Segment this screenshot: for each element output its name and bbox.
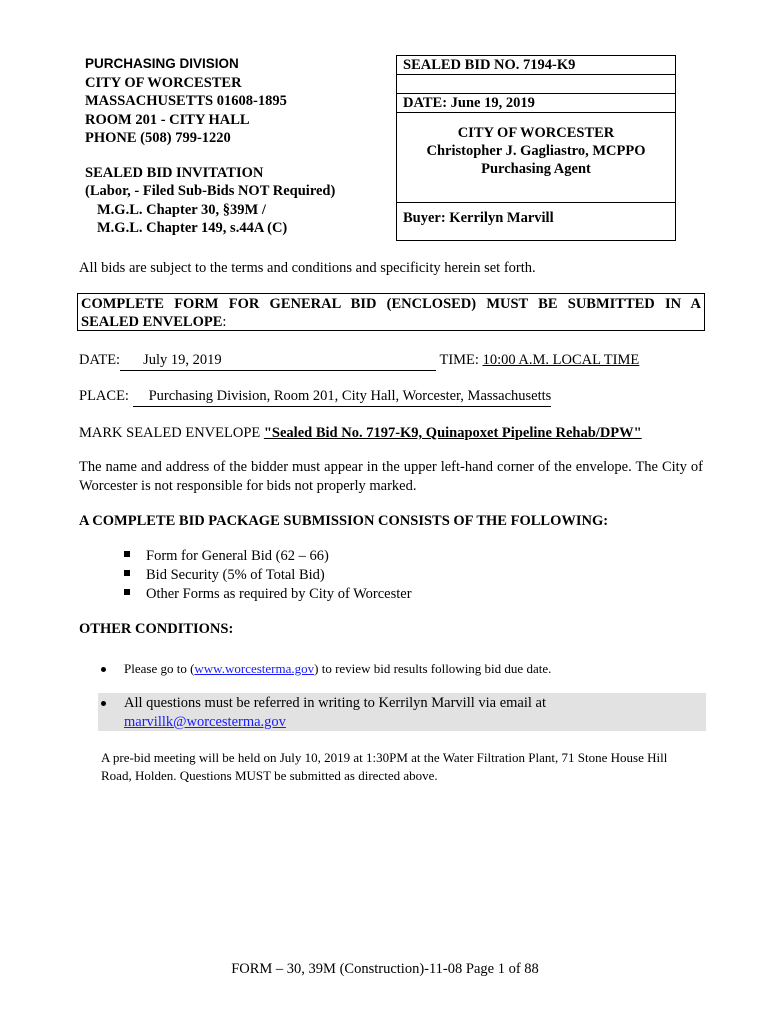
email-link[interactable]: marvillk@worcesterma.gov xyxy=(124,714,286,730)
due-date-row xyxy=(79,351,639,371)
round-bullet-icon xyxy=(101,667,106,672)
place-value: Purchasing Division, Room 201, City Hall, Worcester, Massachusetts xyxy=(133,387,552,407)
issuer-block xyxy=(85,55,385,238)
notice-line: COMPLETE FORM FOR GENERAL BID (ENCLOSED) MUST BE SUBMITTED IN A xyxy=(81,296,701,312)
time-value: 10:00 A.M. LOCAL TIME xyxy=(482,352,640,368)
condition-item: Please go to (www.worcesterma.gov) to review bid results following bid due date. xyxy=(101,660,721,678)
bid-date: DATE: June 19, 2019 xyxy=(397,94,675,113)
agent-name: Christopher J. Gagliastro, MCPPO xyxy=(426,143,646,159)
condition-item: All questions must be referred in writing to Kerrilyn Marvill via email at marvillk@worcesterma.gov xyxy=(101,694,701,732)
org-line: PHONE (508) 799-1220 xyxy=(85,130,231,146)
invite-title: SEALED BID INVITATION xyxy=(85,164,264,181)
submission-notice xyxy=(77,293,705,331)
page-footer: FORM – 30, 39M (Construction)-11-08 Page 1 of 88 xyxy=(231,961,539,977)
bid-number: SEALED BID NO. 7194-K9 xyxy=(397,56,675,75)
date-value: July 19, 2019 xyxy=(120,351,436,371)
org-line: PURCHASING DIVISION xyxy=(85,56,239,71)
intro-text: All bids are subject to the terms and conditions and specificity herein set forth. xyxy=(79,260,536,276)
bid-info-box xyxy=(396,55,676,241)
envelope-note: The name and address of the bidder must appear in the upper left-hand corner of the envelope. The City of Worcester is not responsible for bids not properly marked. xyxy=(79,459,703,494)
invite-line: M.G.L. Chapter 30, §39M / xyxy=(97,201,266,218)
org-line: CITY OF WORCESTER xyxy=(85,74,242,91)
place-label: PLACE: xyxy=(79,388,129,404)
invite-line: (Labor, - Filed Sub-Bids NOT Required) xyxy=(85,183,336,199)
package-heading: A COMPLETE BID PACKAGE SUBMISSION CONSISTS OF THE FOLLOWING: xyxy=(79,513,609,529)
list-item: Bid Security (5% of Total Bid) xyxy=(124,566,412,585)
list-item: Form for General Bid (62 – 66) xyxy=(124,547,412,566)
notice-emphasis: SEALED ENVELOPE xyxy=(81,314,223,330)
round-bullet-icon xyxy=(101,701,106,706)
org-line: ROOM 201 - CITY HALL xyxy=(85,111,250,128)
blank-row xyxy=(397,75,675,94)
conditions-heading: OTHER CONDITIONS: xyxy=(79,621,234,637)
list-item: Other Forms as required by City of Worcester xyxy=(124,585,412,604)
place-row xyxy=(79,387,551,407)
mark-label: MARK SEALED ENVELOPE xyxy=(79,425,261,441)
mark-value: "Sealed Bid No. 7197-K9, Quinapoxet Pipeline Rehab/DPW" xyxy=(263,425,642,441)
time-label: TIME: xyxy=(439,352,479,368)
website-link[interactable]: www.worcesterma.gov xyxy=(194,661,315,676)
date-label: DATE: xyxy=(79,352,121,368)
square-bullet-icon xyxy=(124,570,130,576)
org-line: MASSACHUSETTS 01608-1895 xyxy=(85,93,287,109)
agent-block xyxy=(397,113,675,203)
mark-envelope-row xyxy=(79,424,642,443)
package-list xyxy=(124,547,412,604)
square-bullet-icon xyxy=(124,551,130,557)
invite-line: M.G.L. Chapter 149, s.44A (C) xyxy=(97,220,288,236)
square-bullet-icon xyxy=(124,589,130,595)
city-name: CITY OF WORCESTER xyxy=(457,125,615,141)
notice-colon: : xyxy=(222,314,227,330)
buyer: Buyer: Kerrilyn Marvill xyxy=(403,210,554,226)
agent-title: Purchasing Agent xyxy=(481,161,591,177)
prebid-note: A pre-bid meeting will be held on July 10, 2019 at 1:30PM at the Water Filtration Plant, 71 Stone House Hill Road, Holden. Questions MUST be submitted as directed above. xyxy=(101,750,668,783)
